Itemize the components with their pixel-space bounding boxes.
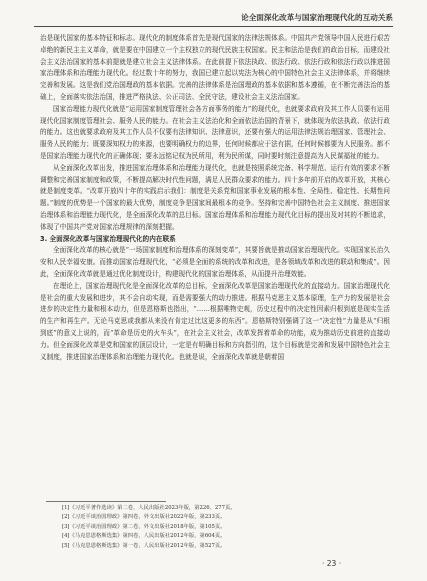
footnote: [4]《马克思恩格斯选集》第四卷，人民出版社2012年版，第604页。 <box>62 533 226 540</box>
running-header-title: 论全面深化改革与国家治理现代化的互动关系 <box>241 13 393 22</box>
body-text <box>40 33 390 363</box>
paragraph: 全面深化改革的核心就是“一场国家制度和治理体系的深刻变革”，其要旨就是推动国家治理现代化。实现国家长治久安和人民幸福安康。而推动国家治理现代化，“必须是全面的系统的改革和改进，是各领域改革和改进的联动和集成”。因此，全面深化改革就是通过优化制度设计，构建现代化的国家治理体系，从而提升治理效能。 <box>40 246 390 278</box>
header-rule <box>34 26 393 27</box>
running-header <box>0 0 427 30</box>
footnote: [3]《习近平谈治国理政》第二卷，外文出版社2018年版，第105页。 <box>62 523 226 530</box>
section-heading: 3. 全面深化改革与国家治理现代化的内在联系 <box>40 234 176 243</box>
footnote-rule <box>46 501 166 502</box>
footnote: [1]《习近平著作选读》第二卷，人民出版社2023年版，第226、277页。 <box>62 505 236 511</box>
footnote: [5]《马克思恩格斯选集》第一卷，人民出版社2012年版，第527页。 <box>62 542 226 549</box>
footnote: [2]《习近平谈治国理政》第四卷，外文出版社2022年版，第233页。 <box>62 514 226 521</box>
paragraph: 从全面深化改革出发，推进国家治理体系和治理能力现代化，也就是按照系统完备、科学规范、运行有效的要求不断调整和完善国家制度和政策，不断提高解决时代性问题，满足人民群众要求的能力。四十多年前开启的改革开放，其核心就是制度变革。“改革开放四十年的实践启示我们：制度是关系党和国家事业发展的根本性、全局性、稳定性、长期性问题。”制度的优势是一个国家的最大优势，制度竞争是国家间最根本的竞争。坚持和完善中国特色社会主义制度、推进国家治理体系和治理能力现代化，是全面深化改革的总目标。国家治理体系和治理能力现代化目标的提出及对其的不断追求，体现了中国共产党对国家治理规律的深刻把握。 <box>40 163 390 231</box>
paragraph: 国家治理能力现代化就是“运用国家制度管理社会各方面事务的能力”的现代化，也就要求政府及其工作人员要有运用现代化国家制度管理社会、服务人民的能力。在社会主义法治化和全面依法治国的背景下，就体现为依法执政、依法行政的能力。这也就要求政府及其工作人员不仅要有法律知识、法律意识，还要有强大的运用法律法规治理国家、管理社会、服务人民的能力；既要深知权力的来源，也要明确权力的边界，任何时候都应于法有据，任何时候都要为人民服务。都不是国家治理能力现代化的正确体现；要永远铭记权为民所用，利为民所谋，同时要时刻注意提高为人民谋福祉的能力。 <box>40 104 390 160</box>
paragraph: 治是现代国家的基本特征和标志。现代化的制度体系首先是现代国家的法律法规体系。中国共产党领导中国人民进行艰苦卓绝的新民主主义革命，就是要在中国建立一个主权独立的现代民族主权国家。民主和法治是我们的政治目标，而建设社会主义法治国家的基本前提就是建立社会主义法律体系。在此前提下依法执政、依法行政、依法行政和依法行政以推进国家治理体系和治理能力现代化。经过数十年的努力，我国已建立起以宪法为核心的中国特色社会主义法律体系，并将继续完善和发展。这是我们党治国理政的基本依据。完善的法律体系是治国理政的基本依据和基本遵循，在不断完善法治的基础上，全面落实依法治国，推进严格执法、公正司法、全民守法，建设社会主义法治国家。 <box>40 34 390 101</box>
footnotes <box>62 504 382 551</box>
paragraph: 在理论上，国家治理现代化是全面深化改革的总目标，全面深化改革是国家治理现代化的直接动力。国家治理现代化是社会的重大发展和进步，其不会自动实现，而是需要强大的动力推进。根据马克思主义基本原理，生产力的发展是社会进步的决定性力量和根本动力，但是恩格斯也指出，“……根据唯物史观，历史过程中的决定性因素归根到底是现实生活的生产和再生产。无论马克思或我都从来没有肯定过比这更多的东西”。恩格斯特别强调了这一“决定性”力量是从“归根到底”的意义上说的，而“革命是历史的火车头”，在社会主义社会，改革发挥着革命的功能，成为推动历史前进的直接动力。但全面深化改革是党和国家的顶层设计，一定是有明确目标和方向指引的，这个目标就是完善和发展中国特色社会主义制度，推进国家治理体系和治理能力现代化。也就是说，全面深化改革就是朝着国 <box>40 281 390 361</box>
page-number: · 23 · <box>322 559 342 568</box>
